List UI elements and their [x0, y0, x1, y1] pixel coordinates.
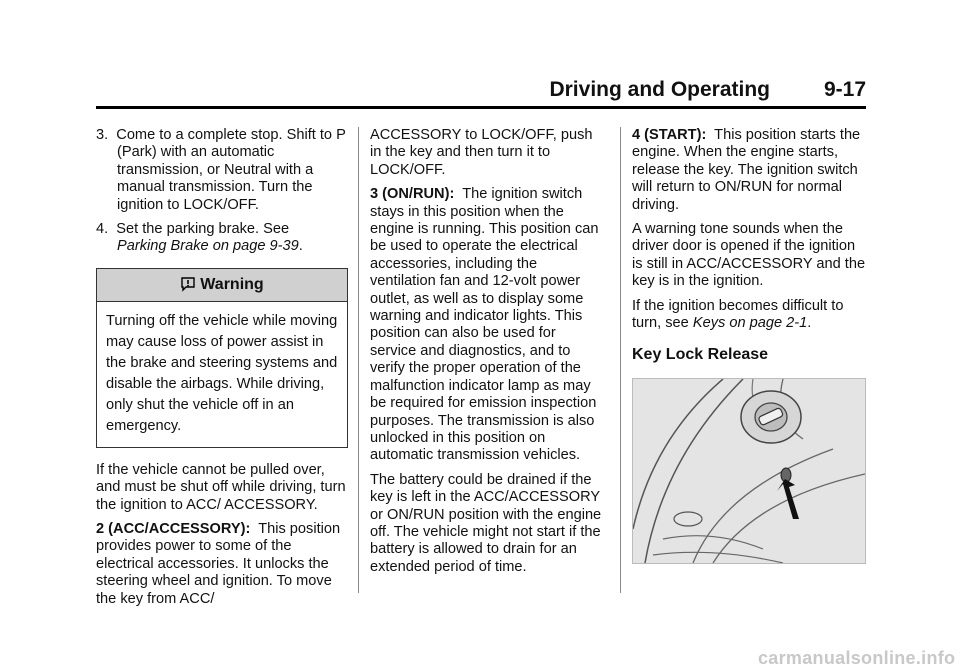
warning-text: Turning off the vehicle while moving may cause loss of power assist in the brake and steering systems and disable the airbags. While driving, only shut the vehicle off in an emergency. — [106, 312, 338, 434]
column-3 — [632, 127, 868, 564]
term-text: If the ignition becomes difficult to turn, see — [632, 297, 844, 332]
paragraph — [632, 298, 868, 333]
column-2 — [370, 127, 606, 583]
paragraph: If the vehicle cannot be pulled over, and must be shut off while driving, turn the ignition to ACC/ ACCESSORY. — [96, 461, 346, 513]
key-lock-release-illustration — [632, 378, 866, 564]
list-text: Come to a complete stop. Shift to P (Park) with an automatic transmission, or Neutral with a manual transmission. Turn the ignition to LOCK/OFF. — [116, 127, 346, 213]
warning-icon — [180, 272, 196, 288]
paragraph: ACCESSORY to LOCK/OFF, push in the key and then turn it to LOCK/OFF. — [370, 127, 593, 178]
list-item — [96, 127, 350, 214]
page-header — [96, 78, 866, 109]
cross-reference-link[interactable]: Keys on page 2-1 — [692, 315, 808, 332]
paragraph — [632, 127, 868, 214]
paragraph — [96, 521, 350, 608]
warning-box — [96, 268, 348, 448]
term-text: This position provides power to some of the electrical accessories. It unlocks the steering wheel and ignition. To move the key from ACC/ — [96, 521, 341, 607]
term-label: 2 (ACC/ACCESSORY): — [96, 521, 251, 538]
column-divider — [358, 127, 359, 593]
warning-header — [97, 269, 347, 302]
term-text: This position starts the engine. When the engine starts, release the key. The ignition switch will return to ON/RUN for normal driving. — [632, 127, 861, 213]
list-text: Set the parking brake. See — [116, 221, 290, 238]
list-number: 4. — [96, 221, 109, 238]
list-number: 3. — [96, 127, 109, 143]
watermark: carmanualsonline.info — [758, 648, 956, 668]
punctuation: . — [298, 238, 303, 255]
term-label: 4 (START): — [632, 127, 707, 143]
paragraph: The battery could be drained if the key is left in the ACC/ACCESSORY or ON/RUN position with the engine off. The vehicle might not start if the battery is allowed to drain for an extended period of time. — [370, 471, 602, 575]
punctuation: . — [807, 315, 812, 332]
paragraph — [370, 186, 606, 465]
cross-reference-link[interactable]: Parking Brake on page 9-39 — [117, 238, 299, 255]
paragraph: A warning tone sounds when the driver door is opened if the ignition is still in ACC/ACCESSORY and the key is in the ignition. — [632, 221, 866, 290]
column-1 — [96, 127, 350, 615]
term-label: 3 (ON/RUN): — [370, 186, 455, 203]
warning-title: Warning — [200, 275, 264, 293]
section-heading: Key Lock Release — [632, 346, 769, 364]
section-title-header: Driving and Operating — [549, 78, 770, 101]
page-number: 9-17 — [823, 78, 866, 101]
list-item — [96, 221, 350, 256]
term-text: The ignition switch stays in this position when the engine is running. This position can be used to operate the electrical accessories, including the ventilation fan and 12-volt power outlet, as well as to display some warning and indicator lights. This position can also be used for service and diagnostics, and to verify the proper operation of the malfunction indicator lamp as may be required for emission inspection purposes. The transmission is also unlocked in this position on automatic transmission vehicles. — [370, 186, 599, 464]
column-divider — [620, 127, 621, 593]
